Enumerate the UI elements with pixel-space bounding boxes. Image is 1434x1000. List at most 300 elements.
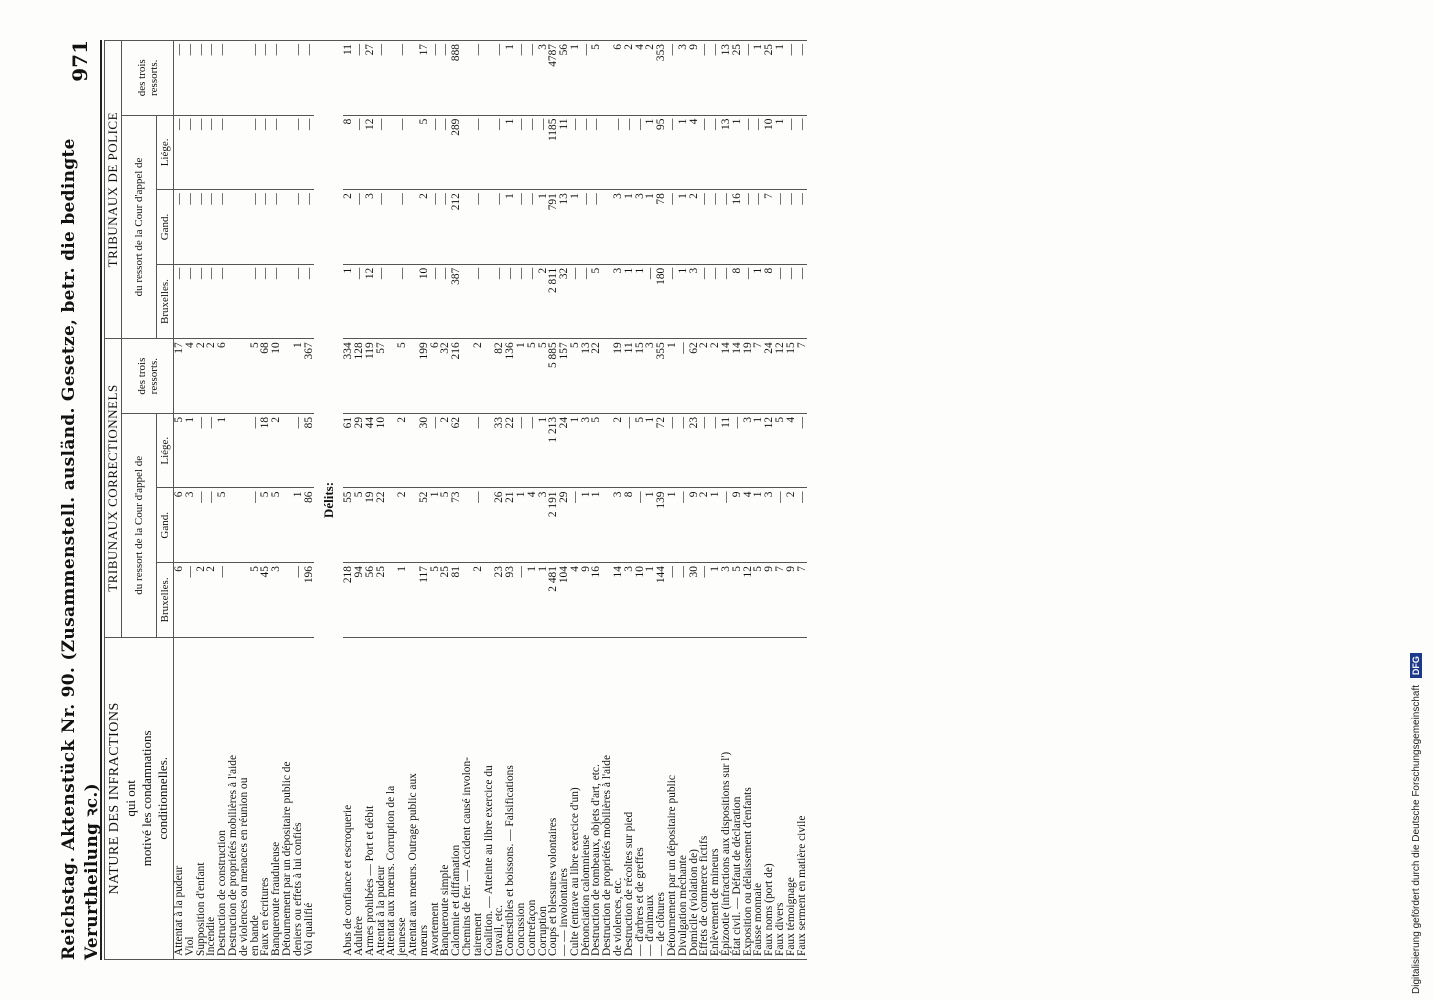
- count-cell: —: [304, 41, 315, 116]
- count-cell: 95: [656, 115, 667, 190]
- offense-name: Chemins de fer. — Accident causé involon-: [462, 637, 473, 959]
- count-cell: 128: [354, 339, 365, 414]
- count-cell: —: [376, 264, 387, 339]
- count-cell: [228, 563, 239, 638]
- count-cell: 1: [753, 264, 764, 339]
- count-cell: 10: [764, 115, 775, 190]
- count-cell: 56: [365, 563, 376, 638]
- count-cell: —: [516, 413, 527, 488]
- count-cell: [408, 190, 419, 265]
- offense-name: tairement: [473, 637, 484, 959]
- count-cell: 2: [613, 413, 624, 488]
- table-row: [505, 41, 516, 960]
- count-cell: 4: [185, 339, 196, 414]
- offense-name: Attentat à la pudeur: [174, 637, 185, 959]
- count-cell: —: [206, 41, 217, 116]
- count-cell: —: [624, 115, 635, 190]
- count-cell: —: [304, 115, 315, 190]
- count-cell: —: [581, 41, 592, 116]
- count-cell: —: [710, 41, 721, 116]
- count-cell: 22: [376, 488, 387, 563]
- count-cell: 104: [559, 563, 570, 638]
- count-cell: 3: [613, 264, 624, 339]
- table-row: [689, 41, 700, 960]
- count-cell: 4: [786, 413, 797, 488]
- count-cell: 16: [732, 190, 743, 265]
- count-cell: —: [743, 264, 754, 339]
- count-cell: 2: [397, 488, 408, 563]
- count-cell: —: [440, 41, 451, 116]
- count-cell: 1185: [548, 115, 559, 190]
- count-cell: —: [797, 41, 808, 116]
- table-row: [797, 41, 808, 960]
- count-cell: —: [430, 115, 441, 190]
- count-cell: 2: [699, 488, 710, 563]
- count-cell: [228, 339, 239, 414]
- count-cell: 3: [743, 413, 754, 488]
- count-cell: —: [786, 264, 797, 339]
- table-row: [635, 41, 646, 960]
- count-cell: 4: [743, 488, 754, 563]
- count-cell: —: [732, 413, 743, 488]
- count-cell: 13: [559, 190, 570, 265]
- count-cell: 1: [505, 115, 516, 190]
- page-number: 971: [68, 40, 92, 82]
- count-cell: —: [397, 41, 408, 116]
- count-cell: 3: [645, 339, 656, 414]
- count-cell: [386, 339, 397, 414]
- count-cell: —: [505, 264, 516, 339]
- table-row: [699, 41, 710, 960]
- count-cell: —: [473, 413, 484, 488]
- count-cell: 3: [538, 488, 549, 563]
- count-cell: 30: [419, 413, 430, 488]
- corr-liege-header: Liége.: [157, 413, 174, 488]
- count-cell: —: [678, 413, 689, 488]
- count-cell: 3: [613, 190, 624, 265]
- offense-name: Viol: [185, 637, 196, 959]
- count-cell: —: [185, 41, 196, 116]
- count-cell: —: [699, 413, 710, 488]
- count-cell: 2: [206, 339, 217, 414]
- count-cell: —: [250, 190, 261, 265]
- count-cell: 196: [304, 563, 315, 638]
- count-cell: 5: [250, 563, 261, 638]
- count-cell: —: [743, 41, 754, 116]
- count-cell: 7: [775, 563, 786, 638]
- police-header: TRIBUNAUX DE POLICE: [105, 41, 122, 339]
- count-cell: 13: [581, 339, 592, 414]
- count-cell: 5: [217, 488, 228, 563]
- count-cell: [239, 413, 250, 488]
- offense-name: — d'arbres et de greffes: [635, 637, 646, 959]
- count-cell: 5: [260, 488, 271, 563]
- count-cell: —: [699, 190, 710, 265]
- count-cell: —: [217, 563, 228, 638]
- count-cell: —: [743, 115, 754, 190]
- count-cell: 5: [591, 41, 602, 116]
- count-cell: 5 885: [548, 339, 559, 414]
- count-cell: 4: [635, 41, 646, 116]
- offense-name: Effets de commerce fictifs: [699, 637, 710, 959]
- count-cell: —: [293, 413, 304, 488]
- count-cell: 32: [559, 264, 570, 339]
- count-cell: —: [196, 41, 207, 116]
- count-cell: —: [250, 413, 261, 488]
- count-cell: —: [430, 413, 441, 488]
- count-cell: 6: [217, 339, 228, 414]
- count-cell: —: [354, 115, 365, 190]
- count-cell: 1: [217, 413, 228, 488]
- count-cell: —: [538, 115, 549, 190]
- count-cell: [602, 488, 613, 563]
- footer: [1410, 653, 1422, 994]
- count-cell: —: [753, 190, 764, 265]
- offense-name: Concussion: [516, 637, 527, 959]
- count-cell: —: [397, 190, 408, 265]
- nature-header-line4: conditionnelles.: [155, 756, 170, 840]
- count-cell: 3: [581, 413, 592, 488]
- count-cell: 5: [527, 339, 538, 414]
- count-cell: 334: [343, 339, 354, 414]
- offense-name: Attentat à la pudeur: [376, 637, 387, 959]
- count-cell: —: [206, 190, 217, 265]
- count-cell: 6: [174, 488, 185, 563]
- count-cell: —: [494, 115, 505, 190]
- nature-header-line1: NATURE DES INFRACTIONS: [107, 702, 122, 895]
- count-cell: —: [250, 264, 261, 339]
- count-cell: —: [473, 190, 484, 265]
- count-cell: 3: [721, 563, 732, 638]
- count-cell: 14: [721, 339, 732, 414]
- pol-trois-header: des trois ressorts.: [122, 41, 174, 116]
- count-cell: —: [624, 413, 635, 488]
- pol-gand-header: Gand.: [157, 190, 174, 265]
- offense-name: de violences, etc.: [613, 637, 624, 959]
- offense-name: en bande: [250, 637, 261, 959]
- count-cell: 5: [775, 413, 786, 488]
- count-cell: 2: [624, 41, 635, 116]
- count-cell: —: [710, 115, 721, 190]
- count-cell: 1: [430, 488, 441, 563]
- count-cell: 3: [271, 563, 282, 638]
- offense-name: Épizootie (infractions aux dispositions sur l'): [721, 637, 732, 959]
- count-cell: 16: [591, 563, 602, 638]
- offense-name: Comestibles et boissons. — Falsifications: [505, 637, 516, 959]
- corr-gand-header: Gand.: [157, 488, 174, 563]
- count-cell: 4: [570, 563, 581, 638]
- count-cell: —: [678, 563, 689, 638]
- table-row: [786, 41, 797, 960]
- offense-name: mœurs: [419, 637, 430, 959]
- count-cell: —: [775, 264, 786, 339]
- count-cell: —: [260, 115, 271, 190]
- nature-header: [105, 637, 174, 959]
- count-cell: —: [591, 190, 602, 265]
- count-cell: 387: [451, 264, 462, 339]
- table-row: [570, 41, 581, 960]
- count-cell: —: [293, 115, 304, 190]
- count-cell: [228, 264, 239, 339]
- count-cell: 2: [343, 190, 354, 265]
- count-cell: —: [196, 115, 207, 190]
- count-cell: [239, 339, 250, 414]
- count-cell: 2: [419, 190, 430, 265]
- count-cell: —: [293, 563, 304, 638]
- count-cell: 7: [764, 190, 775, 265]
- offense-name: Adultère: [354, 637, 365, 959]
- count-cell: 11: [559, 115, 570, 190]
- count-cell: —: [217, 41, 228, 116]
- count-cell: 6: [613, 41, 624, 116]
- count-cell: —: [196, 190, 207, 265]
- count-cell: 15: [786, 339, 797, 414]
- count-cell: [228, 488, 239, 563]
- table-row: [419, 41, 430, 960]
- count-cell: 12: [743, 563, 754, 638]
- offense-name: Vol qualifié: [304, 637, 315, 959]
- count-cell: —: [174, 264, 185, 339]
- count-cell: —: [293, 190, 304, 265]
- page-header-title: Reichstag. Aktenstück Nr. 90. (Zusammenstell. ausländ. Gesetze, betr. die bedingte Verurtheilung ꝛc.): [58, 138, 102, 960]
- page-header: [60, 40, 102, 960]
- count-cell: —: [743, 190, 754, 265]
- pol-ressort-header: du ressort de la Cour d'appel de: [122, 115, 157, 339]
- count-cell: —: [174, 190, 185, 265]
- offense-name: Culte (entrave au libre exercice d'un): [570, 637, 581, 959]
- count-cell: 2: [689, 190, 700, 265]
- count-cell: 1: [516, 488, 527, 563]
- count-cell: 62: [451, 413, 462, 488]
- count-cell: [602, 190, 613, 265]
- table-row: [678, 41, 689, 960]
- table-row: [250, 41, 261, 960]
- offense-name: Détournement par un dépositaire public: [667, 637, 678, 959]
- count-cell: 81: [451, 563, 462, 638]
- count-cell: 791: [548, 190, 559, 265]
- count-cell: —: [721, 190, 732, 265]
- count-cell: 1: [570, 413, 581, 488]
- count-cell: 2: [538, 264, 549, 339]
- count-cell: —: [174, 41, 185, 116]
- count-cell: —: [635, 115, 646, 190]
- count-cell: —: [699, 264, 710, 339]
- count-cell: 26: [494, 488, 505, 563]
- count-cell: [282, 339, 293, 414]
- count-cell: [602, 413, 613, 488]
- count-cell: 12: [365, 264, 376, 339]
- count-cell: 14: [613, 563, 624, 638]
- count-cell: 2: [440, 413, 451, 488]
- offense-name: Destruction de construction: [217, 637, 228, 959]
- count-cell: 9: [764, 563, 775, 638]
- count-cell: —: [430, 264, 441, 339]
- offense-name: — — involontaires: [559, 637, 570, 959]
- count-cell: 5: [271, 488, 282, 563]
- count-cell: [386, 488, 397, 563]
- count-cell: —: [527, 115, 538, 190]
- count-cell: 1: [710, 488, 721, 563]
- count-cell: —: [667, 264, 678, 339]
- count-cell: 2: [196, 563, 207, 638]
- count-cell: 119: [365, 339, 376, 414]
- count-cell: 68: [260, 339, 271, 414]
- count-cell: —: [260, 264, 271, 339]
- count-cell: —: [185, 115, 196, 190]
- count-cell: —: [250, 41, 261, 116]
- count-cell: —: [354, 41, 365, 116]
- count-cell: 57: [376, 339, 387, 414]
- count-cell: 2: [699, 339, 710, 414]
- count-cell: 10: [635, 563, 646, 638]
- count-cell: 61: [343, 413, 354, 488]
- offense-name: Faux noms (port de): [764, 637, 775, 959]
- count-cell: —: [473, 41, 484, 116]
- count-cell: —: [591, 115, 602, 190]
- count-cell: —: [721, 264, 732, 339]
- count-cell: 72: [656, 413, 667, 488]
- count-cell: —: [260, 190, 271, 265]
- count-cell: —: [304, 264, 315, 339]
- offense-name: Banqueroute frauduleuse: [271, 637, 282, 959]
- count-cell: 29: [354, 413, 365, 488]
- count-cell: 18: [260, 413, 271, 488]
- count-cell: [408, 115, 419, 190]
- offense-name: Armes prohibées — Port et débit: [365, 637, 376, 959]
- offense-name: Destruction de tombeaux, objets d'art, etc.: [591, 637, 602, 959]
- count-cell: 212: [451, 190, 462, 265]
- count-cell: 1: [645, 488, 656, 563]
- crimes-section: [174, 41, 315, 960]
- table-row: [206, 41, 217, 960]
- count-cell: 2 811: [548, 264, 559, 339]
- count-cell: 62: [689, 339, 700, 414]
- table-row: [293, 41, 304, 960]
- offense-name: Enlèvement de mineurs: [710, 637, 721, 959]
- count-cell: 3: [185, 488, 196, 563]
- count-cell: —: [797, 488, 808, 563]
- count-cell: 1: [732, 115, 743, 190]
- count-cell: 23: [689, 413, 700, 488]
- offense-name: deniers ou effets à lui confiés: [293, 637, 304, 959]
- count-cell: 8: [764, 264, 775, 339]
- footer-text: Digitalisierung gefördert durch die Deutsche Forschungsgemeinschaft: [1411, 684, 1422, 994]
- count-cell: —: [196, 488, 207, 563]
- count-cell: 289: [451, 115, 462, 190]
- count-cell: —: [667, 563, 678, 638]
- count-cell: [228, 115, 239, 190]
- delits-heading-section: [314, 41, 343, 960]
- count-cell: 1: [645, 413, 656, 488]
- count-cell: 3: [678, 41, 689, 116]
- count-cell: —: [753, 115, 764, 190]
- count-cell: 1: [570, 41, 581, 116]
- count-cell: —: [250, 115, 261, 190]
- count-cell: —: [494, 190, 505, 265]
- count-cell: 1: [753, 488, 764, 563]
- count-cell: —: [527, 41, 538, 116]
- count-cell: 85: [304, 413, 315, 488]
- count-cell: [239, 563, 250, 638]
- offense-name: Fausse monnaie: [753, 637, 764, 959]
- count-cell: 10: [419, 264, 430, 339]
- count-cell: —: [217, 115, 228, 190]
- count-cell: 24: [559, 413, 570, 488]
- count-cell: 9: [689, 488, 700, 563]
- count-cell: —: [570, 264, 581, 339]
- count-cell: —: [678, 339, 689, 414]
- count-cell: —: [494, 41, 505, 116]
- offense-name: de violences ou menaces en réunion ou: [239, 637, 250, 959]
- count-cell: 1: [635, 264, 646, 339]
- count-cell: 32: [440, 339, 451, 414]
- count-cell: —: [440, 264, 451, 339]
- count-cell: 6: [174, 563, 185, 638]
- offense-name: Domicile (violation de): [689, 637, 700, 959]
- count-cell: 9: [689, 41, 700, 116]
- count-cell: —: [775, 488, 786, 563]
- count-cell: 5: [440, 488, 451, 563]
- count-cell: 24: [764, 339, 775, 414]
- count-cell: 6: [430, 339, 441, 414]
- count-cell: 1: [343, 264, 354, 339]
- count-cell: 9: [581, 563, 592, 638]
- count-cell: 44: [365, 413, 376, 488]
- count-cell: 353: [656, 41, 667, 116]
- count-cell: 9: [786, 563, 797, 638]
- count-cell: 5: [250, 339, 261, 414]
- corr-ressort-header: du ressort de la Cour d'appel de: [122, 413, 157, 637]
- count-cell: 56: [559, 41, 570, 116]
- count-cell: 3: [365, 190, 376, 265]
- count-cell: 5: [591, 413, 602, 488]
- delits-section: [343, 41, 807, 960]
- count-cell: —: [185, 264, 196, 339]
- count-cell: 1: [293, 488, 304, 563]
- count-cell: 1: [538, 190, 549, 265]
- count-cell: 1: [710, 563, 721, 638]
- count-cell: 8: [732, 264, 743, 339]
- count-cell: 1: [538, 563, 549, 638]
- dfg-logo: DFG: [1410, 653, 1422, 678]
- count-cell: —: [293, 41, 304, 116]
- count-cell: —: [376, 190, 387, 265]
- count-cell: [228, 41, 239, 116]
- count-cell: 1: [753, 41, 764, 116]
- offense-name: Contrefaçon: [527, 637, 538, 959]
- count-cell: —: [206, 413, 217, 488]
- count-cell: —: [473, 264, 484, 339]
- count-cell: 45: [260, 563, 271, 638]
- count-cell: 3: [624, 563, 635, 638]
- count-cell: 5: [397, 339, 408, 414]
- count-cell: —: [304, 190, 315, 265]
- count-cell: 2: [206, 563, 217, 638]
- count-cell: 52: [419, 488, 430, 563]
- count-cell: 1: [775, 41, 786, 116]
- count-cell: 1: [185, 413, 196, 488]
- count-cell: [602, 264, 613, 339]
- count-cell: 11: [343, 41, 354, 116]
- count-cell: 5: [635, 413, 646, 488]
- count-cell: —: [699, 115, 710, 190]
- offense-name: Destruction de récoltes sur pied: [624, 637, 635, 959]
- count-cell: —: [271, 190, 282, 265]
- count-cell: [228, 413, 239, 488]
- count-cell: [462, 563, 473, 638]
- table-row: [473, 41, 484, 960]
- count-cell: 1: [527, 563, 538, 638]
